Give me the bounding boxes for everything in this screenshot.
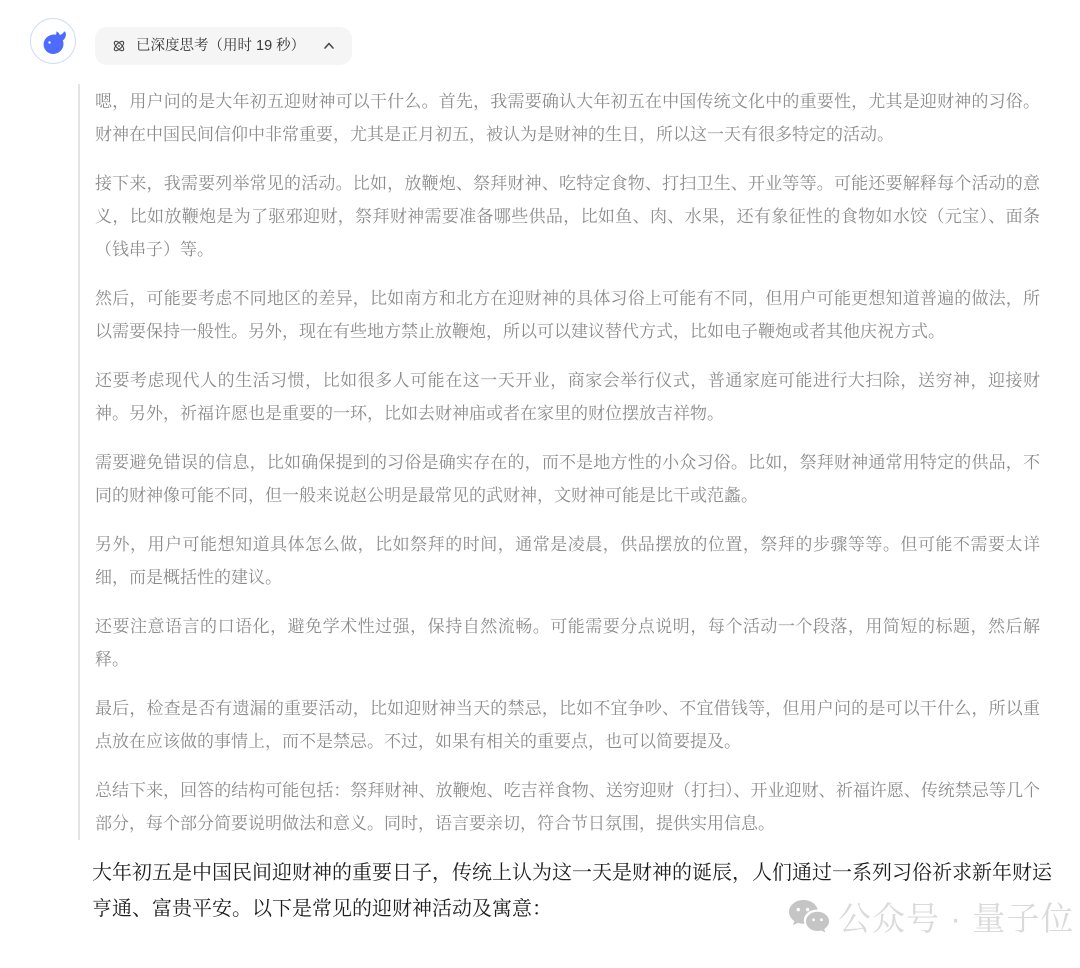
thinking-paragraph: 另外，用户可能想知道具体怎么做，比如祭拜的时间，通常是凌晨，供品摆放的位置，祭拜的步骤等等。但可能不需要太详细，而是概括性的建议。: [95, 535, 1040, 587]
thinking-paragraph: 然后，可能要考虑不同地区的差异，比如南方和北方在迎财神的具体习俗上可能有不同，但用户可能更想知道普遍的做法，所以需要保持一般性。另外，现在有些地方禁止放鞭炮，所以可以建议替代方式，比如电子鞭炮或者其他庆祝方式。: [95, 289, 1040, 341]
thinking-paragraph: 需要避免错误的信息，比如确保提到的习俗是确实存在的，而不是地方性的小众习俗。比如，祭拜财神通常用特定的供品，不同的财神像可能不同，但一般来说赵公明是最常见的武财神，文财神可能是比干或范蠡。: [95, 453, 1040, 505]
thinking-paragraph: 还要考虑现代人的生活习惯，比如很多人可能在这一天开业，商家会举行仪式，普通家庭可能进行大扫除，送穷神，迎接财神。另外，祈福许愿也是重要的一环，比如去财神庙或者在家里的财位摆放吉祥物。: [95, 371, 1040, 423]
chevron-up-icon: [322, 39, 336, 53]
watermark-text: 公众号 · 量子位: [838, 900, 1075, 937]
atom-icon: [111, 38, 127, 54]
thinking-content: [78, 84, 1052, 840]
answer-content: [78, 855, 1052, 927]
deep-think-toggle-button[interactable]: [95, 27, 352, 65]
assistant-message-body: [78, 18, 1052, 927]
thinking-paragraph: 嗯，用户问的是大年初五迎财神可以干什么。首先，我需要确认大年初五在中国传统文化中的重要性，尤其是迎财神的习俗。财神在中国民间信仰中非常重要，尤其是正月初五，被认为是财神的生日，所以这一天有很多特定的活动。: [95, 92, 1040, 144]
thinking-paragraph: 还要注意语言的口语化，避免学术性过强，保持自然流畅。可能需要分点说明，每个活动一个段落，用简短的标题，然后解释。: [95, 617, 1040, 669]
thinking-paragraph: 接下来，我需要列举常见的活动。比如，放鞭炮、祭拜财神、吃特定食物、打扫卫生、开业等等。可能还要解释每个活动的意义，比如放鞭炮是为了驱邪迎财，祭拜财神需要准备哪些供品，比如鱼、肉、水果，还有象征性的食物如水饺（元宝）、面条（钱串子）等。: [95, 174, 1040, 259]
answer-paragraph: 大年初五是中国民间迎财神的重要日子，传统上认为这一天是财神的诞辰，人们通过一系列习俗祈求新年财运亨通、富贵平安。以下是常见的迎财神活动及寓意：: [92, 862, 1052, 920]
thinking-paragraph: 总结下来，回答的结构可能包括：祭拜财神、放鞭炮、吃吉祥食物、送穷迎财（打扫）、开业迎财、祈福许愿、传统禁忌等几个部分，每个部分简要说明做法和意义。同时，语言要亲切，符合节日氛围，提供实用信息。: [95, 781, 1040, 833]
thinking-paragraph: 最后，检查是否有遗漏的重要活动，比如迎财神当天的禁忌，比如不宜争吵、不宜借钱等，但用户问的是可以干什么，所以重点放在应该做的事情上，而不是禁忌。不过，如果有相关的重要点，也可以简要提及。: [95, 699, 1040, 751]
deepseek-whale-icon: [38, 26, 68, 56]
assistant-avatar: [30, 18, 76, 64]
deep-think-label: 已深度思考（用时 19 秒）: [136, 37, 306, 54]
